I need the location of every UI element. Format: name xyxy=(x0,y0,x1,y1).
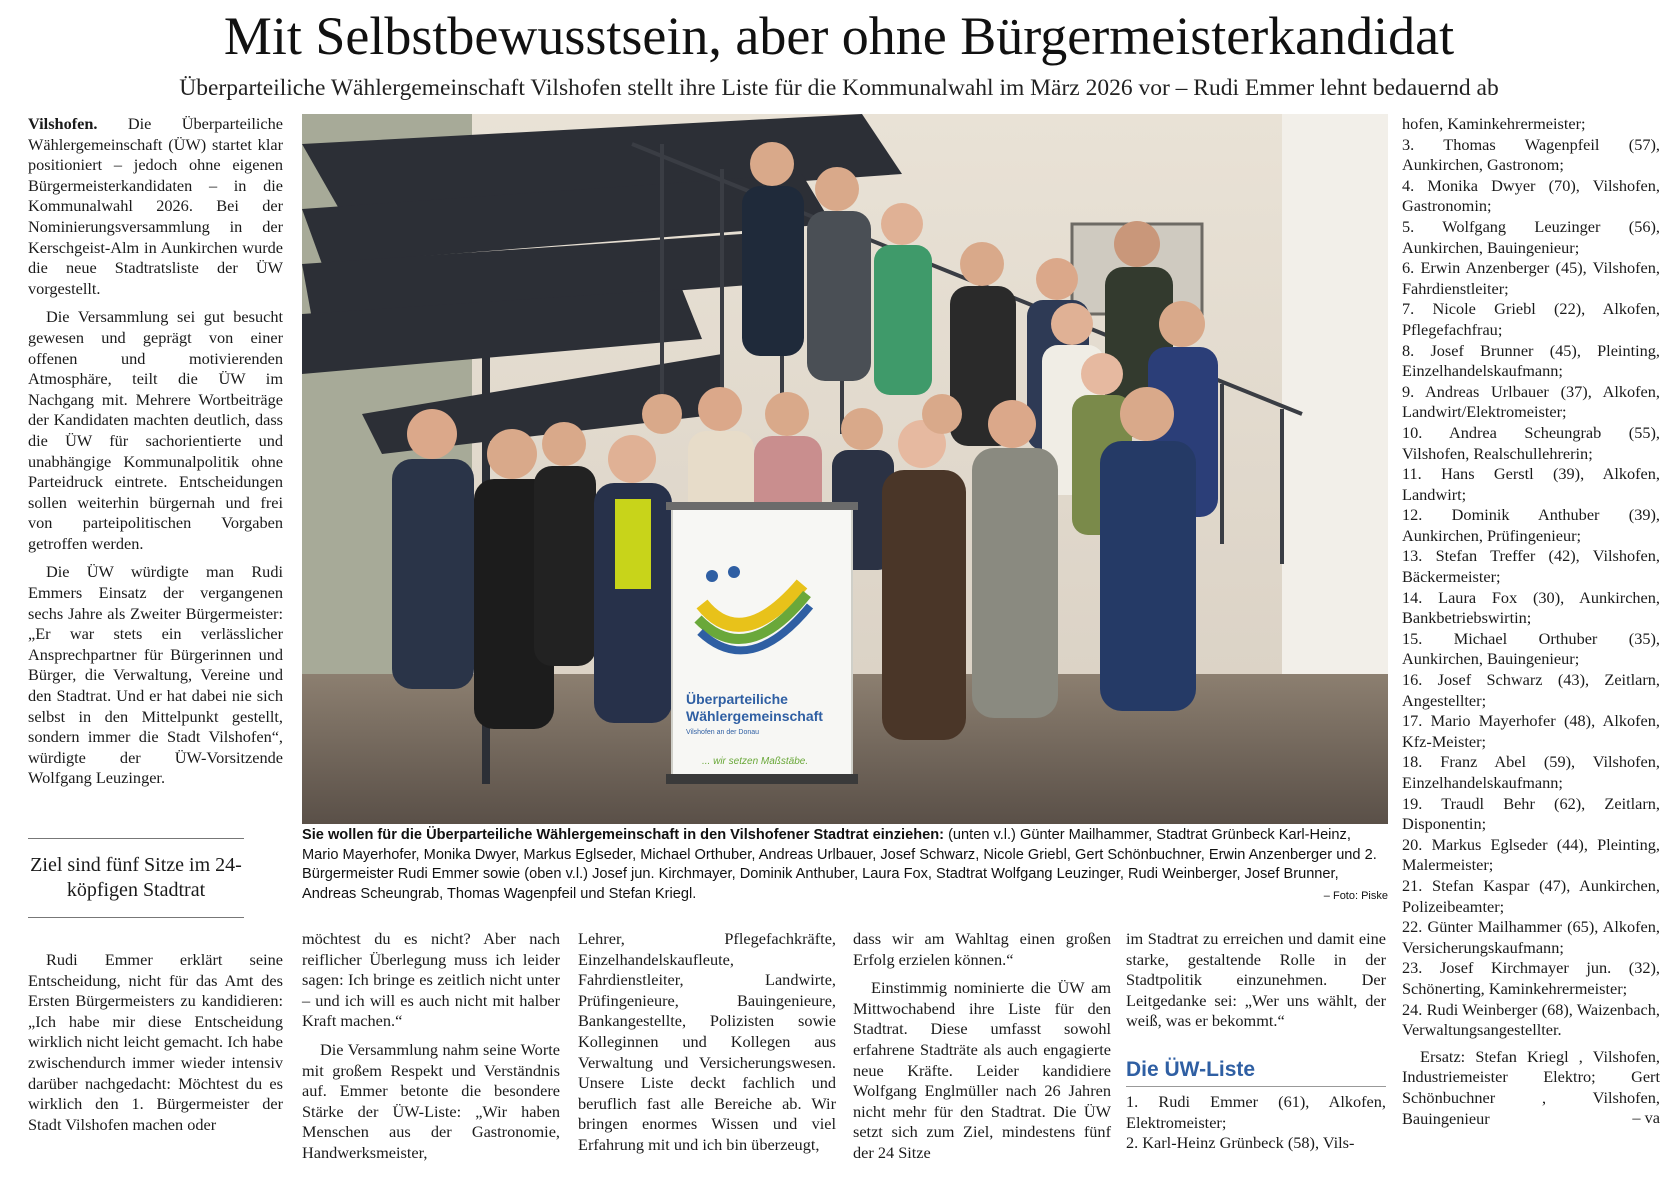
photo-illustration xyxy=(302,114,1388,824)
dateline: Vilshofen. xyxy=(28,114,98,133)
paragraph: möchtest du es nicht? Aber nach reiflicher Überlegung muss ich leider sagen: Ich bringe es zeitlich nicht unter – und ich will es auch nicht mit halber Kraft machen.“ xyxy=(302,929,560,1031)
caption-lead: Sie wollen für die Überparteiliche Wählergemeinschaft in den Vilshofener Stadtrat einziehen: xyxy=(302,827,944,843)
list-item: 5. Wolfgang Leuzinger (56), Aunkirchen, Bauingenieur; xyxy=(1402,216,1660,257)
column-1-lower xyxy=(28,950,283,1143)
list-item: 19. Traudl Behr (62), Zeitlarn, Disponentin; xyxy=(1402,793,1660,834)
paragraph: Die ÜW würdigte man Rudi Emmers Einsatz der vergangenen sechs Jahre als Zweiter Bürgermeister: „Er war stets ein verlässlicher Ansprechpartner für Bürgerinnen und Bürger, die Verwaltung, Vereine und den Stadtrat. Und er hat dabei nie sich selbst in den Mittelpunkt gestellt, sondern immer die Stadt Vilshofen“, würdigte der ÜW-Vorsitzende Wolfgang Leuzinger. xyxy=(28,562,283,788)
list-item: 7. Nicole Griebl (22), Alkofen, Pflegefachfrau; xyxy=(1402,299,1660,339)
column-5 xyxy=(1126,929,1386,1040)
paragraph: Einstimmig nominierte die ÜW am Mittwochabend ihre Liste für den Stadtrat. Diese umfasst sowohl erfahrene Stadträte als auch engagierte neue Kräfte. Leider kandidiere Wolfgang Englmüller nach 26 Jahren nicht mehr für den Stadtrat. Die ÜW setzt sich zum Ziel, mindestens fünf der 24 Sitze xyxy=(853,978,1111,1162)
list-item: 3. Thomas Wagenpfeil (57), Aunkirchen, Gastronom; xyxy=(1402,134,1660,175)
candidate-list xyxy=(1402,114,1660,1041)
group-photo xyxy=(302,114,1388,824)
banner-line2: Wählergemeinschaft xyxy=(686,708,823,724)
list-item: 4. Monika Dwyer (70), Vilshofen, Gastronomin; xyxy=(1402,175,1660,216)
column-5-list xyxy=(1126,1092,1386,1154)
list-item: 1. Rudi Emmer (61), Alkofen, Elektromeister; xyxy=(1126,1092,1386,1132)
caption-text: (unten v.l.) Günter Mailhammer, Stadtrat Grünbeck Karl-Heinz, Mario Mayerhofer, Monika Dwyer, Markus Eglseder, Michael Orthuber, Andreas Urlbauer, Josef Schwarz, Nicole Griebl, Gert Schönbuchner, Erwin Anzenberger und 2. Bürgermeister Rudi Emmer sowie (oben v.l.) Josef jun. Kirchmayer, Dominik Anthuber, Laura Fox, Stadtrat Wolfgang Leuzinger, Rudi Weinberger, Josef Brunner, Andreas Scheungrab, Thomas Wagenpfeil und Stefan Kriegl. xyxy=(302,827,1377,902)
banner-line3: Vilshofen an der Donau xyxy=(686,729,760,736)
list-item: 12. Dominik Anthuber (39), Aunkirchen, Prüfingenieur; xyxy=(1402,505,1660,545)
list-item: 17. Mario Mayerhofer (48), Alkofen, Kfz-Meister; xyxy=(1402,711,1660,751)
list-item: 13. Stefan Treffer (42), Vilshofen, Bäckermeister; xyxy=(1402,546,1660,587)
uw-banner xyxy=(666,502,858,784)
subheading-box: Ziel sind fünf Sitze im 24-köpfigen Stadtrat xyxy=(28,838,244,918)
list-item: 9. Andreas Urlbauer (37), Alkofen, Landwirt/Elektromeister; xyxy=(1402,381,1660,422)
list-item: 22. Günter Mailhammer (65), Alkofen, Versicherungskaufmann; xyxy=(1402,917,1660,957)
list-item: 18. Franz Abel (59), Vilshofen, Einzelhandelskaufmann; xyxy=(1402,752,1660,792)
column-1 xyxy=(28,114,283,797)
list-item: 14. Laura Fox (30), Aunkirchen, Bankbetriebswirtin; xyxy=(1402,587,1660,628)
list-item: 10. Andrea Scheungrab (55), Vilshofen, Realschullehrerin; xyxy=(1402,422,1660,463)
list-item: 6. Erwin Anzenberger (45), Vilshofen, Fahrdienstleiter; xyxy=(1402,258,1660,298)
list-item: 2. Karl-Heinz Grünbeck (58), Vils- xyxy=(1126,1133,1355,1153)
list-item: 15. Michael Orthuber (35), Aunkirchen, Bauingenieur; xyxy=(1402,628,1660,669)
column-3 xyxy=(578,929,836,1164)
list-item: 11. Hans Gerstl (39), Alkofen, Landwirt; xyxy=(1402,464,1660,504)
paragraph-text: Die Überparteiliche Wählergemeinschaft (ÜW) startet klar positioniert – jedoch ohne eigenen Bürgermeisterkandidaten – in die Kommunalwahl 2026. Bei der Nominierungsversammlung in der Kerschgeist-Alm in Aunkirchen wurde die neue Stadtratsliste der ÜW vorgestellt. xyxy=(28,114,283,298)
divider xyxy=(1126,1086,1386,1087)
ersatz: Ersatz: Stefan Kriegl , Vilshofen, Industriemeister Elektro; Gert Schönbuchner , Vilshofen, Bauingenieur xyxy=(1402,1046,1660,1128)
paragraph: dass wir am Wahltag einen großen Erfolg erzielen können.“ xyxy=(853,929,1111,969)
list-item: 21. Stefan Kaspar (47), Aunkirchen, Polizeibeamter; xyxy=(1402,875,1660,916)
list-item: 8. Josef Brunner (45), Pleinting, Einzelhandelskaufmann; xyxy=(1402,340,1660,381)
column-6 xyxy=(1402,114,1660,1129)
list-item: 23. Josef Kirchmayer jun. (32), Schönerting, Kaminkehrermeister; xyxy=(1402,958,1660,998)
paragraph: Die Versammlung sei gut besucht gewesen und geprägt von einer offenen und motivierenden Atmosphäre, teilt die ÜW im Nachgang mit. Mehrere Wortbeiträge der Kandidaten machten deutlich, dass die ÜW für sachorientierte und unabhängige Kommunalpolitik ohne Parteidruck eintrete. Entscheidungen sollen weiterhin bürgernah und frei von parteipolitischen Vorgaben getroffen werden. xyxy=(28,307,283,553)
list-item: hofen, Kaminkehrermeister; xyxy=(1402,114,1586,133)
banner-slogan: ... wir setzen Maßstäbe. xyxy=(702,756,809,767)
column-4 xyxy=(853,929,1111,1172)
subheadline: Überparteiliche Wählergemeinschaft Vilshofen stellt ihre Liste für die Kommunalwahl im März 2026 vor – Rudi Emmer lehnt bedauernd ab xyxy=(179,75,1499,101)
headline: Mit Selbstbewusstsein, aber ohne Bürgermeisterkandidat xyxy=(223,6,1455,66)
photo-caption xyxy=(302,826,1388,904)
list-item: 20. Markus Eglseder (44), Pleinting, Malermeister; xyxy=(1402,834,1660,875)
paragraph: Rudi Emmer erklärt seine Entscheidung, nicht für das Amt des Ersten Bürgermeisters zu kandidieren: „Ich habe mir diese Entscheidung wirklich nicht leicht gemacht. Ich habe zwischendurch immer wieder intensiv darüber nachgedacht: Möchtest du es wirklich den 1. Bürgermeister der Stadt Vilshofen machen oder xyxy=(28,950,283,1134)
paragraph: Die Versammlung nahm seine Worte mit großem Respekt und Verständnis auf. Emmer betonte die besondere Stärke der ÜW-Liste: „Wir haben Menschen aus der Gastronomie, Handwerksmeister, xyxy=(302,1039,560,1162)
list-heading: Die ÜW-Liste xyxy=(1126,1058,1256,1081)
paragraph xyxy=(28,114,283,299)
column-2 xyxy=(302,929,560,1172)
author-signature: – va xyxy=(1632,1108,1660,1128)
banner-line1: Überparteiliche xyxy=(686,691,788,707)
photo-credit: – Foto: Piske xyxy=(1323,889,1388,902)
paragraph: Lehrer, Pflegefachkräfte, Einzelhandelskaufleute, Fahrdienstleiter, Landwirte, Prüfingenieure, Bauingenieure, Bankangestellte, Polizisten sowie Kolleginnen und Kollegen aus Verwaltung und Versicherungswesen. Unsere Liste deckt fachlich und beruflich fast alle Bereiche ab. Wir bringen enormes Wissen und viel Erfahrung mit und ich bin überzeugt, xyxy=(578,929,836,1154)
list-item: 16. Josef Schwarz (43), Zeitlarn, Angestellter; xyxy=(1402,670,1660,710)
list-item: 24. Rudi Weinberger (68), Waizenbach, Verwaltungsangestellter. xyxy=(1402,999,1660,1040)
paragraph: im Stadtrat zu erreichen und damit eine starke, gestaltende Rolle in der Stadtpolitik einzunehmen. Der Leitgedanke sei: „Wer uns wählt, der weiß, was er bekommt.“ xyxy=(1126,929,1386,1031)
